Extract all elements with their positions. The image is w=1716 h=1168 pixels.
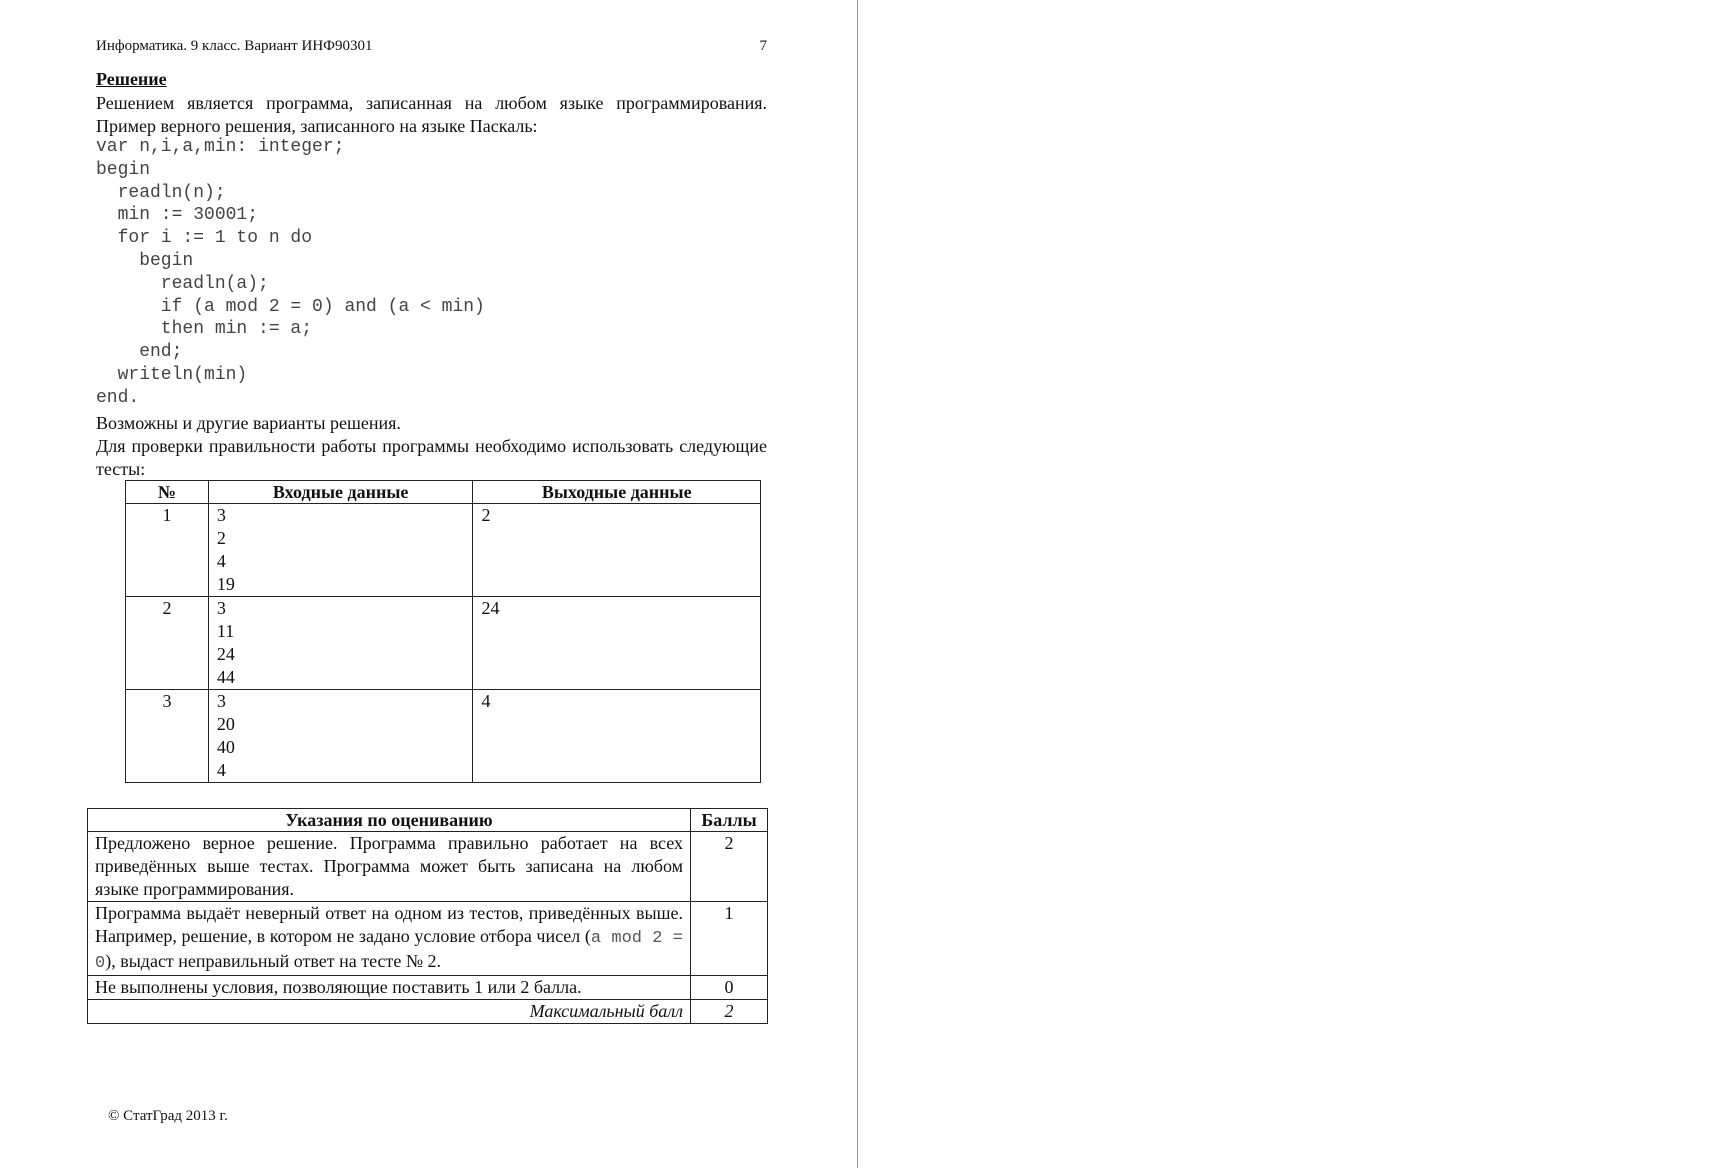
input-line: 44 — [216, 667, 235, 687]
input-line: 2 — [216, 528, 226, 548]
section-title: Решение — [96, 69, 167, 89]
tests-header-output: Выходные данные — [473, 481, 761, 504]
test-input — [208, 597, 473, 690]
test-number: 1 — [126, 504, 209, 597]
grading-criterion: Предложено верное решение. Программа правильно работает на всех приведённых выше тестах. Программа может быть записана на любом языке программирования. — [88, 832, 691, 902]
input-line: 40 — [216, 737, 235, 757]
test-row — [126, 690, 761, 783]
grading-score: 0 — [691, 976, 768, 1000]
criterion-text: ), выдаст неправильный ответ на тесте № 2. — [105, 951, 442, 971]
grading-table — [87, 808, 768, 1024]
criterion-text: Программа выдаёт неверный ответ на одном из тестов, приведённых выше. Например, решение, в котором не задано условие отбора чисел ( — [95, 903, 683, 946]
footer-copyright: © СтатГрад 2013 г. — [108, 1108, 228, 1124]
input-line: 3 — [216, 598, 226, 618]
grading-row — [88, 902, 768, 976]
test-output: 2 — [473, 504, 761, 597]
max-score-value: 2 — [691, 1000, 768, 1024]
other-solutions-text: Возможны и другие варианты решения. — [96, 413, 401, 433]
tests-header-num: № — [126, 481, 209, 504]
test-row — [126, 597, 761, 690]
tests-table — [125, 480, 761, 783]
grading-row — [88, 832, 768, 902]
input-line: 24 — [216, 644, 235, 664]
test-number: 2 — [126, 597, 209, 690]
page-number: 7 — [759, 38, 767, 54]
test-number: 3 — [126, 690, 209, 783]
tests-header-input: Входные данные — [208, 481, 473, 504]
grading-max-row — [88, 1000, 768, 1024]
input-line: 11 — [216, 621, 235, 641]
grading-header-row — [88, 809, 768, 832]
input-line: 20 — [216, 714, 235, 734]
test-input — [208, 504, 473, 597]
grading-criterion — [88, 902, 691, 976]
inline-code: a mod 2 = 0 — [95, 929, 683, 973]
grading-header-score: Баллы — [691, 809, 768, 832]
pascal-code-block: var n,i,a,min: integer; begin readln(n); min := 30001; for i := 1 to n do begin readln(a); if (a mod 2 = 0) and (a < min) then min := a; end; writeln(min) end. — [96, 137, 485, 408]
tests-intro-paragraph: Для проверки правильности работы программы необходимо использовать следующие тесты: — [96, 436, 767, 479]
test-output: 4 — [473, 690, 761, 783]
intro-paragraph: Решением является программа, записанная на любом языке программирования. Пример верного решения, записанного на языке Паскаль: — [96, 93, 767, 136]
tests-header-row — [126, 481, 761, 504]
header-title: Информатика. 9 класс. Вариант ИНФ90301 — [96, 38, 373, 54]
input-line: 3 — [216, 505, 226, 525]
grading-score: 1 — [691, 902, 768, 976]
test-row — [126, 504, 761, 597]
max-score-label: Максимальный балл — [88, 1000, 691, 1024]
test-output: 24 — [473, 597, 761, 690]
grading-row — [88, 976, 768, 1000]
grading-header-criteria: Указания по оцениванию — [88, 809, 691, 832]
test-input — [208, 690, 473, 783]
input-line: 4 — [216, 551, 226, 571]
input-line: 3 — [216, 691, 226, 711]
page-header — [96, 38, 767, 55]
input-line: 19 — [216, 574, 235, 594]
page-divider — [857, 0, 858, 1168]
grading-score: 2 — [691, 832, 768, 902]
grading-criterion: Не выполнены условия, позволяющие поставить 1 или 2 балла. — [88, 976, 691, 1000]
input-line: 4 — [216, 760, 226, 780]
